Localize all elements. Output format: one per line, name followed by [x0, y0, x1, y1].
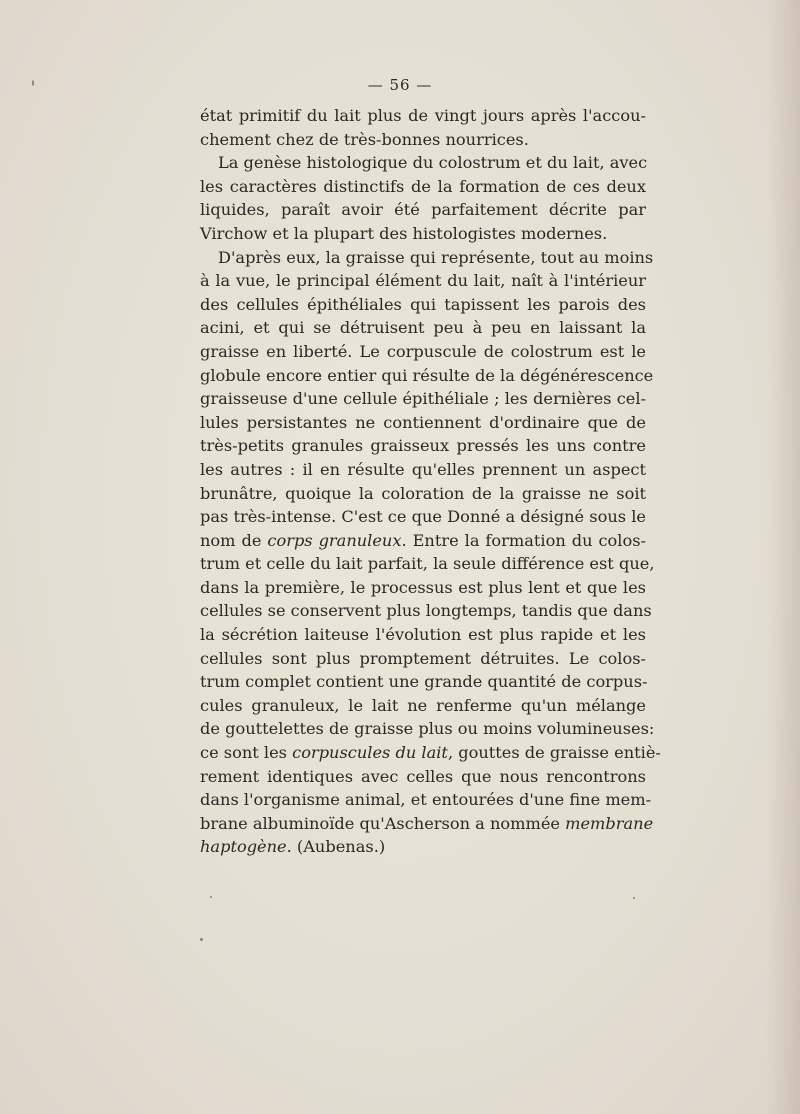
line-text: pas très-intense. C'est ce que Donné a désigné sous le	[200, 507, 646, 527]
italic-term: corpuscules du lait	[292, 743, 448, 763]
page-edge-shadow	[766, 0, 800, 1114]
text-line	[200, 812, 654, 836]
line-text: trum et celle du lait parfait, la seule différence est que,	[200, 554, 655, 574]
line-text: les autres : il en résulte qu'elles prennent un aspect	[200, 459, 646, 479]
body-text	[200, 104, 661, 859]
line-text: liquides, paraît avoir été parfaitement décrite par	[200, 200, 646, 220]
line-text: . (Aubenas.)	[286, 837, 386, 857]
text-line	[200, 529, 646, 553]
text-line	[200, 151, 646, 175]
text-line	[200, 198, 646, 222]
line-text: lules persistantes ne contiennent d'ordinaire que de	[200, 412, 646, 432]
italic-term: corps granuleux	[267, 530, 402, 550]
line-text: cules granuleux, le lait ne renferme qu'un mélange	[200, 695, 646, 715]
line-text: cellules sont plus promptement détruites. Le colos-	[200, 648, 646, 668]
line-text: dans la première, le processus est plus lent et que les	[200, 577, 646, 597]
text-line	[200, 717, 655, 741]
line-text: brane albuminoïde qu'Ascherson a nommée	[200, 813, 566, 833]
paper-speck	[210, 896, 212, 898]
text-line	[200, 175, 646, 199]
text-line	[200, 316, 646, 340]
text-line	[200, 104, 646, 128]
line-text: . Entre la formation du colos-	[401, 530, 646, 550]
text-line	[200, 835, 646, 859]
line-text: dans l'organisme animal, et entourées d'une fine mem-	[200, 790, 652, 810]
text-line	[200, 694, 646, 718]
line-text: globule encore entier qui résulte de la dégénérescence	[200, 365, 654, 385]
line-text: D'après eux, la graisse qui représente, tout au moins	[218, 247, 654, 267]
text-line	[200, 670, 646, 694]
text-line	[200, 434, 646, 458]
line-text: cellules se conservent plus longtemps, tandis que dans	[200, 601, 652, 621]
text-line	[200, 458, 646, 482]
line-text: ce sont les	[200, 743, 293, 763]
text-line	[200, 293, 646, 317]
paper-speck	[200, 938, 203, 941]
text-line	[200, 340, 646, 364]
text-line	[200, 364, 654, 388]
line-text: nom de	[200, 530, 268, 550]
text-line	[200, 765, 646, 789]
italic-term: membrane	[565, 813, 654, 833]
line-text: les caractères distinctifs de la formation de ces deux	[200, 176, 646, 196]
line-text: graisseuse d'une cellule épithéliale ; les dernières cel-	[200, 389, 646, 409]
line-text: Virchow et la plupart des histologistes modernes.	[200, 223, 608, 243]
line-text: trum complet contient une grande quantité de corpus-	[200, 672, 648, 692]
line-text: la sécrétion laiteuse l'évolution est plus rapide et les	[200, 625, 646, 645]
line-text: La genèse histologique du colostrum et du lait, avec	[218, 153, 648, 173]
line-text: , gouttes de graisse entiè-	[447, 743, 661, 763]
line-text: état primitif du lait plus de vingt jours après l'accou-	[200, 106, 646, 125]
page-number: — 56 —	[367, 76, 433, 94]
text-line	[200, 576, 646, 600]
line-text: graisse en liberté. Le corpuscule de colostrum est le	[200, 341, 646, 361]
text-line	[200, 505, 646, 529]
paper-speck	[32, 80, 34, 86]
text-line	[200, 552, 655, 576]
paper-speck	[633, 897, 635, 899]
text-line	[200, 387, 646, 411]
line-text: rement identiques avec celles que nous rencontrons	[200, 766, 646, 786]
text-line	[200, 411, 646, 435]
italic-term: haptogène	[200, 837, 287, 857]
line-text: chement chez de très-bonnes nourrices.	[200, 129, 529, 149]
text-line	[200, 741, 661, 765]
text-line	[200, 246, 654, 270]
line-text: de gouttelettes de graisse plus ou moins volumineuses:	[200, 719, 655, 739]
text-line	[200, 623, 646, 647]
text-line	[200, 647, 646, 671]
line-text: acini, et qui se détruisent peu à peu en laissant la	[200, 318, 646, 338]
text-line	[200, 269, 646, 293]
text-line	[200, 222, 646, 246]
text-line	[200, 128, 646, 152]
line-text: à la vue, le principal élément du lait, naît à l'intérieur	[200, 271, 646, 291]
line-text: très-petits granules graisseux pressés les uns contre	[200, 436, 646, 456]
line-text: brunâtre, quoique la coloration de la graisse ne soit	[200, 483, 646, 503]
text-line	[200, 482, 646, 506]
line-text: des cellules épithéliales qui tapissent les parois des	[200, 294, 646, 314]
text-line	[200, 788, 652, 812]
text-line	[200, 599, 652, 623]
